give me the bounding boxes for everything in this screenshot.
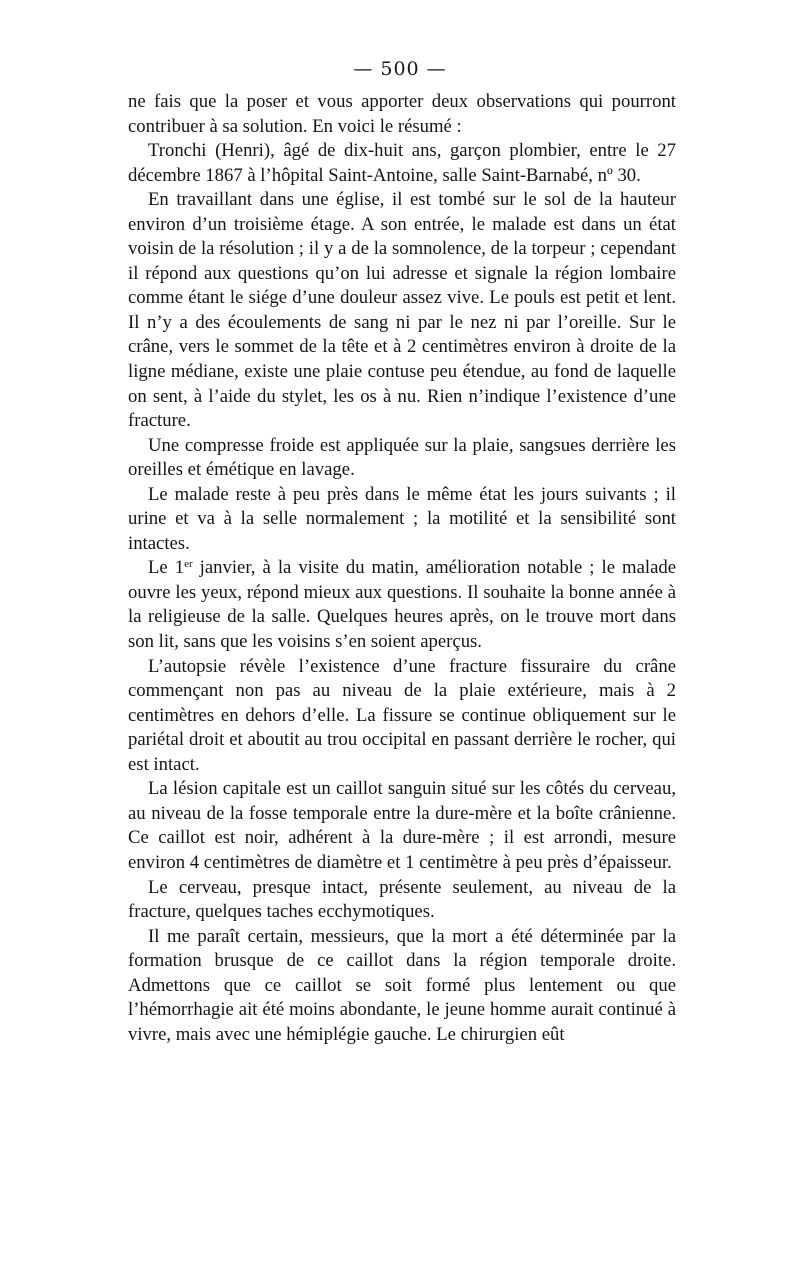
date-number: Le 1 bbox=[148, 557, 185, 579]
paragraph-8: La lésion capitale est un caillot sanguin situé sur les côtés du cerveau, au niveau de la fosse temporale entre la dure-mère et la boîte crânienne. Ce caillot est noir, adhérent à la dure-mère ; il est arrondi, mesure environ 4 centimètres de diamètre et 1 centimètre à peu près d’épaisseur. bbox=[128, 778, 676, 873]
paragraph-6 bbox=[128, 556, 676, 654]
paragraph-10: Il me paraît certain, messieurs, que la mort a été déterminée par la formation brusque de ce caillot dans la région temporale droite. Admettons que ce caillot se soit formé plus lentement ou que l’hémorrhagie ait été moins abondante, le jeune homme aurait continué à vivre, mais avec une hémiplégie gauche. Le chirurgien eût bbox=[128, 925, 676, 1045]
paragraph-9: Le cerveau, presque intact, présente seulement, au niveau de la fracture, quelques taches ecchymotiques. bbox=[128, 876, 676, 923]
paragraph-3: En travaillant dans une église, il est tombé sur le sol de la hauteur environ d’un troisième étage. A son entrée, le malade est dans un état voisin de la résolution ; il y a de la somnolence, de la torpeur ; cependant il répond aux questions qu’on lui adresse et signale la région lombaire comme étant le siége d’une douleur assez vive. Le pouls est petit et lent. Il n’y a des écoulements de sang ni par le nez ni par l’oreille. Sur le crâne, vers le sommet de la tête et à 2 centimètres environ à droite de la ligne médiane, existe une plaie contuse peu étendue, au fond de laquelle on sent, à l’aide du stylet, les os à nu. Rien n’indique l’existence d’une fracture. bbox=[128, 189, 676, 432]
paragraph-6-text: janvier, à la visite du matin, amélioration notable ; le malade ouvre les yeux, répond mieux aux questions. Il souhaite la bonne année à la religieuse de la salle. Quelques heures après, on le trouve mort dans son lit, sans que les voisins s’en soient aperçus. bbox=[128, 557, 676, 653]
paragraph-5: Le malade reste à peu près dans le même état les jours suivants ; il urine et va à la selle normalement ; la motilité et la sensibilité sont intactes. bbox=[128, 483, 676, 554]
page-number: — 500 — bbox=[353, 58, 447, 80]
paragraph-4: Une compresse froide est appliquée sur la plaie, sangsues derrière les oreilles et émétique en lavage. bbox=[128, 434, 676, 481]
ordinal-superscript: er bbox=[184, 558, 193, 571]
body-text bbox=[128, 90, 676, 1047]
paragraph-2: Tronchi (Henri), âgé de dix-huit ans, garçon plombier, entre le 27 décembre 1867 à l’hôpital Saint-Antoine, salle Saint-Barnabé, nº 30. bbox=[128, 140, 676, 186]
paragraph-7: L’autopsie révèle l’existence d’une fracture fissuraire du crâne commençant non pas au niveau de la plaie extérieure, mais à 2 centimètres en dehors d’elle. La fissure se continue obliquement sur le pariétal droit et aboutit au trou occipital en passant derrière le rocher, qui est intact. bbox=[128, 655, 676, 775]
paragraph-1: ne fais que la poser et vous apporter deux observations qui pourront contribuer à sa solution. En voici le résumé : bbox=[128, 91, 676, 137]
